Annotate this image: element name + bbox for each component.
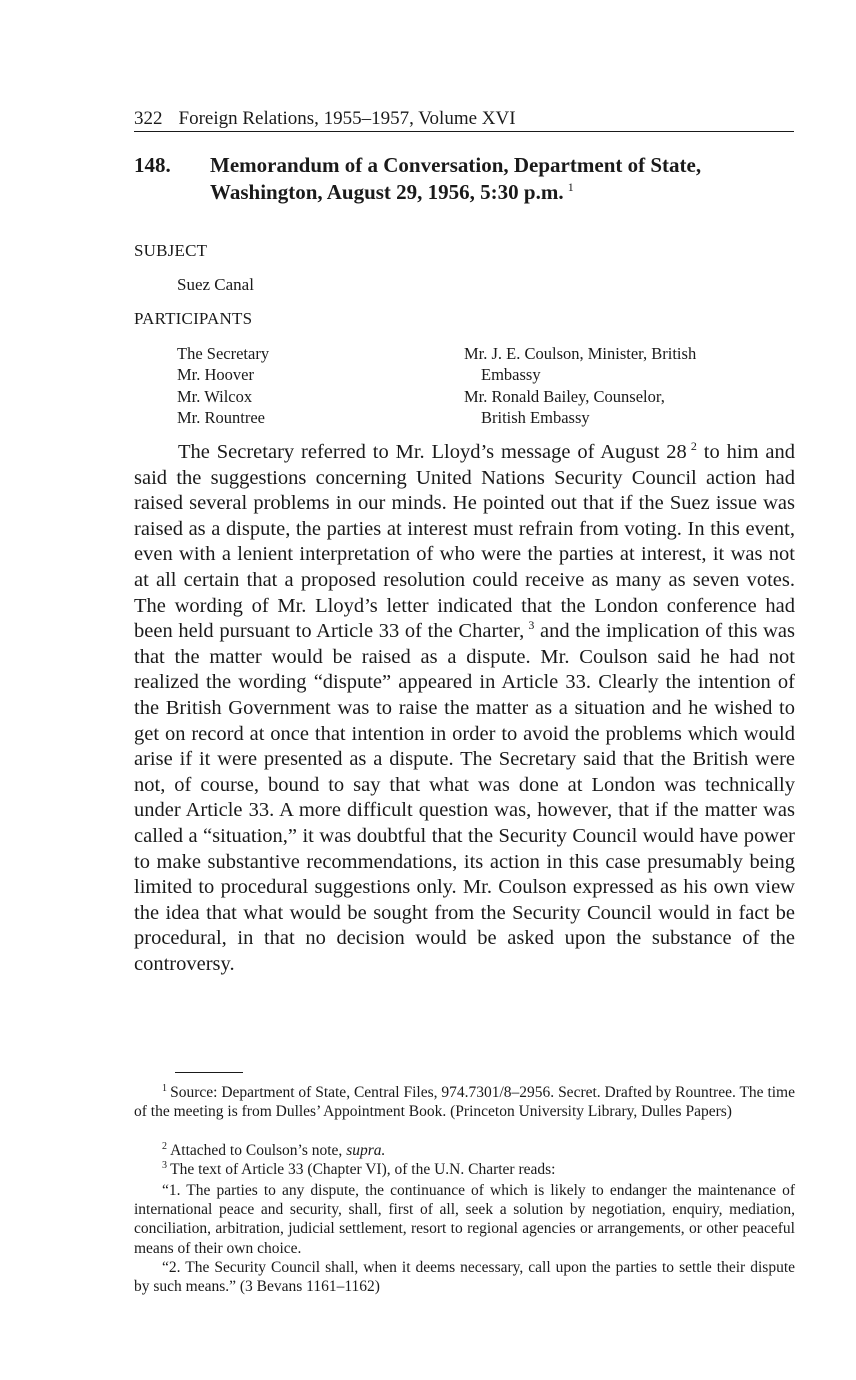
participants-label: PARTICIPANTS <box>134 309 253 328</box>
footnote-quote-1: “1. The parties to any dispute, the continuance of which is likely to endanger the maintenance of international peace and security, shall, first of all, seek a solution by negotiation, enquiry, mediation, conciliation, arbitration, judicial settlement, resort to regional agencies or arrangements, or other peaceful means of their own choice. <box>134 1182 795 1257</box>
participant: The Secretary <box>177 344 270 363</box>
document-title-text: Memorandum of a Conversation, Department of State, Washington, August 29, 1956, 5:30 p.m. <box>210 153 702 204</box>
body-text-1: The Secretary referred to Mr. Lloyd’s message of August 28 <box>178 441 687 463</box>
footnote-number: 2 <box>162 1140 167 1152</box>
participant-continuation: Embassy <box>481 365 541 385</box>
document-number: 148. <box>134 153 171 177</box>
body-text-3: and the implication of this was that the matter would be raised as a dispute. Mr. Coulson said he had not realized the wording “dispute” appeared in Article 33. Clearly the intention of the British Government was to raise the matter as a situation and he wished to get on record at once that intention in order to avoid the problems which would arise if it were presented as a dispute. The Secretary said that the British were not, of course, bound to say that what was done at London was technically under Article 33. A more difficult question was, however, that if the matter was called a “situation,” it was doubtful that the Security Council would have power to make substantive recommendations, its action in this case presumably being limited to procedural suggestions only. Mr. Coulson expressed as his own view the idea that what would be sought from the Security Council would in fact be procedural, in that no decision would be asked upon the substance of the controversy. <box>134 620 796 975</box>
page-number: 322 <box>134 108 163 129</box>
participant: Mr. J. E. Coulson, Minister, British <box>464 344 697 363</box>
volume-title: Foreign Relations, 1955–1957, Volume XVI <box>178 108 516 129</box>
footnote-text: Source: Department of State, Central Files, 974.7301/8–2956. Secret. Drafted by Rountree. The time of the meeting is from Dulles’ Appointment Book. (Princeton University Library, Dulles Papers) <box>134 1084 795 1121</box>
body-text-2: to him and said the suggestions concerning United Nations Security Council action had raised several problems in our minds. He pointed out that if the Suez issue was raised as a dispute, the parties at interest must refrain from voting. In this event, even with a lenient interpretation of who were the parties at interest, it was not at all certain that a proposed resolution could receive as many as seven votes. The wording of Mr. Lloyd’s letter indicated that the London conference had been held pursuant to Article 33 of the Charter, <box>134 441 795 643</box>
footnote-text: The text of Article 33 (Chapter VI), of the U.N. Charter reads: <box>170 1161 556 1178</box>
footnote-number: 3 <box>162 1159 167 1171</box>
participants-us-list <box>177 343 269 429</box>
participant: Mr. Hoover <box>177 365 254 385</box>
footnote-ref-2[interactable]: 2 <box>690 439 697 454</box>
footnote-ref-3[interactable]: 3 <box>528 618 535 633</box>
participant: Mr. Rountree <box>177 408 265 428</box>
footnote-2 <box>134 1141 795 1160</box>
footnote-3 <box>134 1160 795 1179</box>
footnote-italic: supra. <box>346 1142 386 1159</box>
footnote-quote-2: “2. The Security Council shall, when it deems necessary, call upon the parties to settle their dispute by such means.” (3 Bevans 1161–1162) <box>134 1259 795 1296</box>
footnote-1 <box>134 1083 795 1121</box>
subject-value: Suez Canal <box>177 275 254 294</box>
body-paragraph <box>134 440 795 977</box>
participant-continuation: British Embassy <box>481 408 590 428</box>
running-head <box>134 107 794 132</box>
subject-label: SUBJECT <box>134 241 208 260</box>
participant: Mr. Wilcox <box>177 386 253 406</box>
document-title <box>210 152 800 206</box>
participant: Mr. Ronald Bailey, Counselor, <box>464 386 665 406</box>
footnote-ref-1[interactable]: 1 <box>567 180 574 194</box>
footnote-divider <box>175 1072 243 1073</box>
participants-british-list <box>464 343 696 429</box>
footnote-number: 1 <box>162 1082 167 1094</box>
footnote-text: Attached to Coulson’s note, <box>170 1142 347 1159</box>
